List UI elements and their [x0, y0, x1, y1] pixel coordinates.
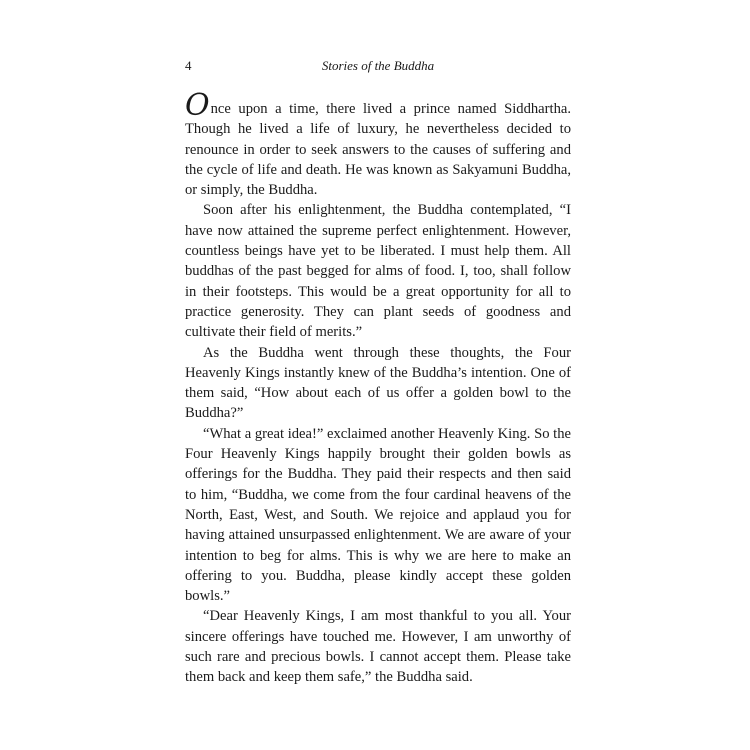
- paragraph-1-text: nce upon a time, there lived a prince named Siddhartha. Though he lived a life of luxury, he nevertheless decided to renounce in order to seek answers to the causes of suffering and the cycle of life and death. He was known as Sakyamuni Buddha, or simply, the Buddha.: [185, 101, 571, 199]
- running-title: Stories of the Buddha: [321, 58, 435, 73]
- paragraph-3: As the Buddha went through these thoughts, the Four Heavenly Kings instantly knew of the Buddha’s intention. One of them said, “How about each of us offer a golden bowl to the Buddha?”: [185, 344, 571, 422]
- body-text: [185, 88, 571, 688]
- paragraph-4: “What a great idea!” exclaimed another Heavenly King. So the Four Heavenly Kings happily brought their golden bowls as offerings for the Buddha. They paid their respects and then said to him, “Buddha, we come from the four cardinal heavens of the North, East, West, and South. We rejoice and applaud you for having attained unsurpassed enlightenment. We are aware of your intention to beg for alms. This is why we are here to make an offering to you. Buddha, please kindly accept these golden bowls.”: [185, 425, 571, 605]
- book-page: [185, 0, 571, 750]
- paragraph-5: “Dear Heavenly Kings, I am most thankful to you all. Your sincere offerings have touched me. However, I am unworthy of such rare and precious bowls. I cannot accept them. Please take them back and keep them safe,” the Buddha said.: [185, 608, 571, 686]
- page-number: 4: [185, 58, 192, 73]
- paragraph-1: [185, 88, 571, 200]
- paragraph-2: Soon after his enlightenment, the Buddha contemplated, “I have now attained the supreme perfect enlightenment. However, countless beings have yet to be liberated. I must help them. All buddhas of the past begged for alms of food. I, too, shall follow in their footsteps. This would be a great opportunity for all to practice generosity. They can plant seeds of goodness and cultivate their field of merits.”: [185, 202, 571, 341]
- drop-cap: O: [185, 88, 210, 123]
- page-header: [185, 56, 571, 76]
